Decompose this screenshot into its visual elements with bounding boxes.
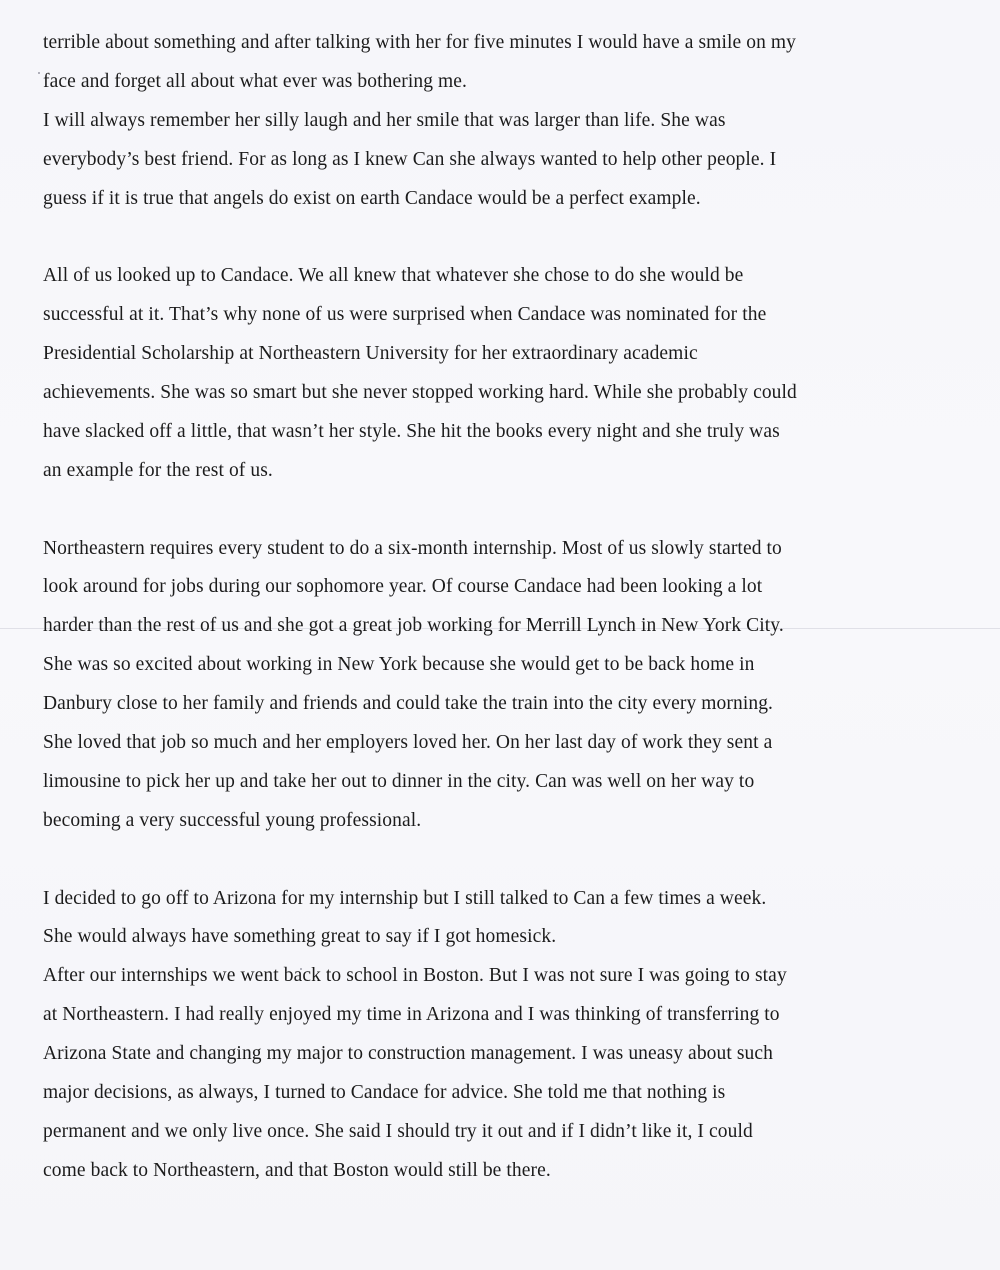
letter-line: Arizona State and changing my major to construction management. I was uneasy about such	[43, 1043, 773, 1065]
letter-line: She loved that job so much and her employers loved her. On her last day of work they sent a	[43, 732, 773, 754]
letter-line: becoming a very successful young professional.	[43, 809, 422, 831]
letter-body	[43, 24, 943, 1191]
paper-speck	[38, 72, 40, 74]
letter-line: have slacked off a little, that wasn’t her style. She hit the books every night and she truly was	[43, 420, 780, 442]
letter-line: She would always have something great to say if I got homesick.	[43, 926, 557, 948]
letter-line: at Northeastern. I had really enjoyed my time in Arizona and I was thinking of transferring to	[43, 1004, 780, 1026]
letter-line: harder than the rest of us and she got a great job working for Merrill Lynch in New York City.	[43, 615, 784, 637]
letter-line: Presidential Scholarship at Northeastern University for her extraordinary academic	[43, 343, 698, 365]
letter-line: I decided to go off to Arizona for my internship but I still talked to Can a few times a week.	[43, 887, 767, 909]
letter-line: Danbury close to her family and friends and could take the train into the city every morning.	[43, 693, 774, 715]
letter-line: major decisions, as always, I turned to Candace for advice. She told me that nothing is	[43, 1082, 726, 1104]
letter-line: an example for the rest of us.	[43, 459, 273, 481]
letter-line: successful at it. That’s why none of us were surprised when Candace was nominated for the	[43, 304, 767, 326]
letter-line: All of us looked up to Candace. We all knew that whatever she chose to do she would be	[43, 265, 744, 287]
letter-line: She was so excited about working in New York because she would get to be back home in	[43, 654, 755, 676]
letter-line: look around for jobs during our sophomore year. Of course Candace had been looking a lot	[43, 576, 763, 598]
letter-line: After our internships we went back to school in Boston. But I was not sure I was going to stay	[43, 965, 787, 987]
letter-line: Northeastern requires every student to do a six-month internship. Most of us slowly started to	[43, 537, 782, 559]
letter-line: guess if it is true that angels do exist on earth Candace would be a perfect example.	[43, 187, 701, 209]
letter-line: limousine to pick her up and take her out to dinner in the city. Can was well on her way to	[43, 770, 755, 792]
letter-line: everybody’s best friend. For as long as I knew Can she always wanted to help other people. I	[43, 148, 777, 170]
letter-line: come back to Northeastern, and that Boston would still be there.	[43, 1159, 551, 1181]
letter-line: permanent and we only live once. She said I should try it out and if I didn’t like it, I could	[43, 1120, 753, 1142]
letter-line: terrible about something and after talking with her for five minutes I would have a smile on my	[43, 32, 797, 53]
letter-line: face and forget all about what ever was bothering me.	[43, 70, 468, 92]
letter-line	[43, 218, 943, 257]
letter-line: achievements. She was so smart but she never stopped working hard. While she probably could	[43, 382, 797, 404]
letter-line	[43, 841, 943, 880]
letter-line	[43, 491, 943, 530]
letter-line: I will always remember her silly laugh and her smile that was larger than life. She was	[43, 109, 726, 131]
